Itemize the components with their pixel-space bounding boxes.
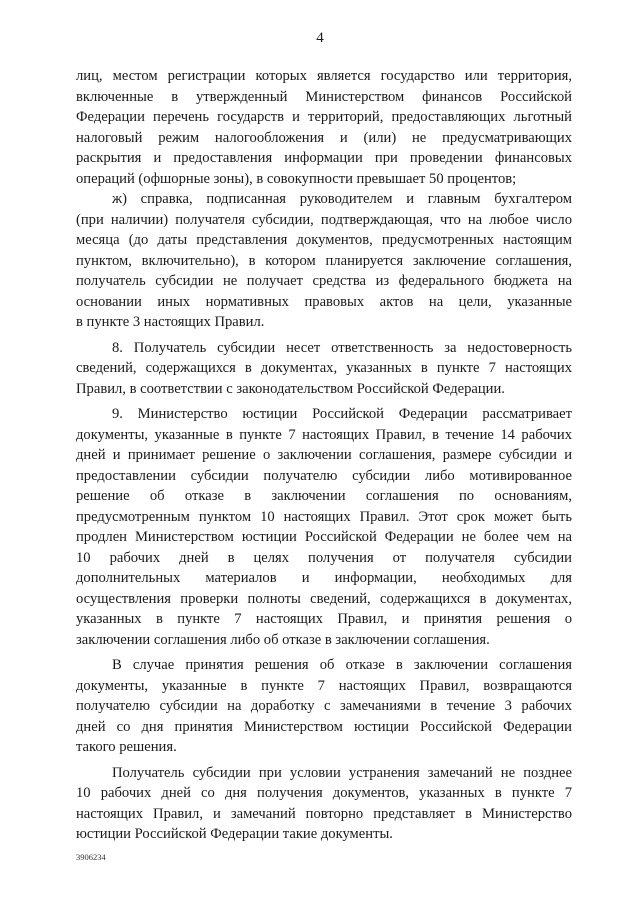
text-line: налоговый режим налогообложения и (или) не предусматривающих <box>76 129 572 146</box>
paragraph-offshore-continuation <box>76 66 572 189</box>
text-line: заключении соглашения либо об отказе в заключении соглашения. <box>76 631 490 648</box>
document-body <box>76 66 572 845</box>
text-line: лиц, местом регистрации которых является государство или территория, <box>76 68 572 84</box>
text-line: 10 рабочих дней в целях получения от получателя субсидии <box>76 549 572 566</box>
text-line: указанных в пункте 7 настоящих Правил, и принятия решения о <box>76 611 572 627</box>
paragraph-clause-8 <box>76 338 572 400</box>
text-line: продлен Министерством юстиции Российской Федерации не более чем на <box>76 529 572 545</box>
text-line: месяца (до даты представления документов, предусмотренных настоящим <box>76 232 572 248</box>
text-line: настоящих Правил, и замечаний повторно представляет в Министерство <box>76 805 572 822</box>
text-line: получателю субсидии на доработку с замечаниями в течение 3 рабочих <box>76 698 572 714</box>
text-line: решение об отказе в заключении соглашения по основаниям, <box>76 488 572 504</box>
text-line: такого решения. <box>76 739 177 755</box>
text-line: включенные в утвержденный Министерством финансов Российской <box>76 88 572 105</box>
text-line: ж) справка, подписанная руководителем и главным бухгалтером <box>112 191 572 207</box>
document-code: 3906234 <box>76 852 106 862</box>
text-line: предоставлении субсидии получателю субсидии либо мотивированное <box>76 467 572 484</box>
text-line: Федерации перечень государств и территорий, предоставляющих льготный <box>76 109 572 125</box>
text-line: операций (офшорные зоны), в совокупности превышает 50 процентов; <box>76 170 517 187</box>
text-line: 10 рабочих дней со дня получения документов, указанных в пункте 7 <box>76 785 572 801</box>
text-line: раскрытия и предоставления информации при проведении финансовых <box>76 150 572 166</box>
text-line: сведений, содержащихся в документах, указанных в пункте 7 настоящих <box>76 360 572 376</box>
text-line: Правил, в соответствии с законодательством Российской Федерации. <box>76 380 505 397</box>
text-line: предусмотренным пунктом 10 настоящих Правил. Этот срок может быть <box>76 508 572 525</box>
text-line: документы, указанные в пункте 7 настоящих Правил, возвращаются <box>76 677 572 694</box>
paragraph-item-zh <box>76 189 572 333</box>
text-line: дополнительных материалов и информации, необходимых для <box>76 570 572 586</box>
text-line: пунктом, включительно), в котором планируется заключение соглашения, <box>76 252 572 269</box>
text-line: дней со дня принятия Министерством юстиции Российской Федерации <box>76 718 572 735</box>
text-line: В случае принятия решения об отказе в заключении соглашения <box>112 657 572 673</box>
text-line: дней и принимает решение о заключении соглашения, размере субсидии и <box>76 447 572 463</box>
text-line: (при наличии) получателя субсидии, подтверждающая, что на любое число <box>76 211 572 228</box>
text-line: осуществления проверки полноты сведений, содержащихся в документах, <box>76 590 572 607</box>
text-line: получатель субсидии не получает средства из федерального бюджета на <box>76 273 572 289</box>
text-line: 9. Министерство юстиции Российской Федерации рассматривает <box>112 406 572 422</box>
page-number: 4 <box>316 30 324 46</box>
paragraph-clause-9 <box>76 404 572 650</box>
text-line: юстиции Российской Федерации такие документы. <box>76 826 393 842</box>
paragraph-resubmission <box>76 763 572 845</box>
text-line: основании иных нормативных правовых актов на цели, указанные <box>76 293 572 310</box>
text-line: 8. Получатель субсидии несет ответственность за недостоверность <box>112 339 572 356</box>
text-line: в пункте 3 настоящих Правил. <box>76 314 265 330</box>
paragraph-refusal <box>76 655 572 758</box>
text-line: Получатель субсидии при условии устранения замечаний не позднее <box>112 764 572 781</box>
text-line: документы, указанные в пункте 7 настоящих Правил, в течение 14 рабочих <box>76 426 572 443</box>
